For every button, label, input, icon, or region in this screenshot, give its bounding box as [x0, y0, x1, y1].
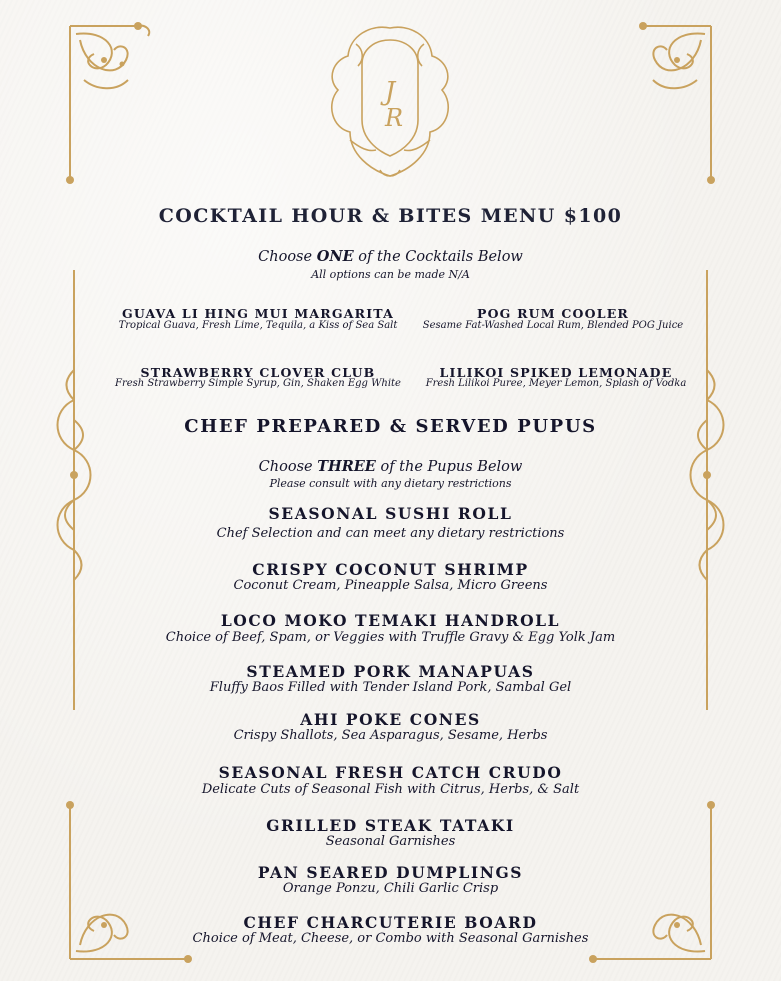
cocktail-name: POG RUM COOLER — [476, 306, 630, 321]
corner-ornament-icon — [585, 20, 715, 190]
cocktail-description: Fresh Lilikoi Puree, Meyer Lemon, Splash of Vodka — [425, 378, 687, 389]
corner-ornament-icon — [66, 20, 196, 190]
cocktail-name: LILIKOI SPIKED LEMONADE — [439, 365, 673, 380]
monogram-letters: J — [384, 77, 396, 107]
pupu-item-name: CRISPY COCONUT SHRIMP — [252, 560, 529, 579]
pupu-item-description: Crispy Shallots, Sea Asparagus, Sesame, Herbs — [233, 728, 548, 743]
pupu-item-description: Seasonal Garnishes — [325, 834, 456, 849]
pupu-item-description: Coconut Cream, Pineapple Salsa, Micro Greens — [233, 578, 548, 593]
pupu-item-description: Fluffy Baos Filled with Tender Island Pork, Sambal Gel — [209, 680, 572, 695]
menu-title: COCKTAIL HOUR & BITES MENU $100 — [158, 205, 623, 227]
pupu-item-name: GRILLED STEAK TATAKI — [266, 816, 515, 835]
monogram-crest-logo — [320, 20, 460, 185]
cocktail-name: GUAVA LI HING MUI MARGARITA — [121, 306, 395, 321]
cocktail-name: STRAWBERRY CLOVER CLUB — [140, 365, 376, 380]
cocktail-description: Fresh Strawberry Simple Syrup, Gin, Shaken Egg White — [115, 378, 401, 389]
cocktail-description: Tropical Guava, Fresh Lime, Tequila, a Kiss of Sea Salt — [118, 320, 398, 331]
cocktail-description: Sesame Fat-Washed Local Rum, Blended POG Juice — [422, 320, 684, 331]
pupu-item-name: STEAMED PORK MANAPUAS — [246, 662, 535, 681]
pupu-item-name: SEASONAL SUSHI ROLL — [268, 504, 513, 523]
pupu-item-name: PAN SEARED DUMPLINGS — [257, 863, 524, 882]
pupu-item-description: Delicate Cuts of Seasonal Fish with Citrus, Herbs, & Salt — [201, 782, 580, 797]
pupu-item-description: Orange Ponzu, Chili Garlic Crisp — [282, 881, 499, 896]
pupu-item-description: Choice of Meat, Cheese, or Combo with Seasonal Garnishes — [192, 931, 589, 946]
pupus-section-title: CHEF PREPARED & SERVED PUPUS — [184, 416, 597, 437]
pupu-item-description: Choice of Beef, Spam, or Veggies with Truffle Gravy & Egg Yolk Jam — [165, 630, 616, 645]
svg-text:R: R — [384, 104, 404, 132]
pupus-note: Please consult with any dietary restrictions — [269, 477, 512, 490]
pupu-item-name: LOCO MOKO TEMAKI HANDROLL — [220, 611, 561, 630]
cocktail-note: All options can be made N/A — [311, 268, 470, 281]
pupu-item-name: SEASONAL FRESH CATCH CRUDO — [218, 763, 563, 782]
pupu-item-description: Chef Selection and can meet any dietary restrictions — [216, 526, 565, 541]
pupu-item-name: AHI POKE CONES — [300, 710, 481, 729]
cocktail-instructions: Choose ONE of the Cocktails Below — [258, 248, 523, 265]
pupu-item-name: CHEF CHARCUTERIE BOARD — [243, 913, 538, 932]
pupus-instructions: Choose THREE of the Pupus Below — [258, 458, 523, 475]
